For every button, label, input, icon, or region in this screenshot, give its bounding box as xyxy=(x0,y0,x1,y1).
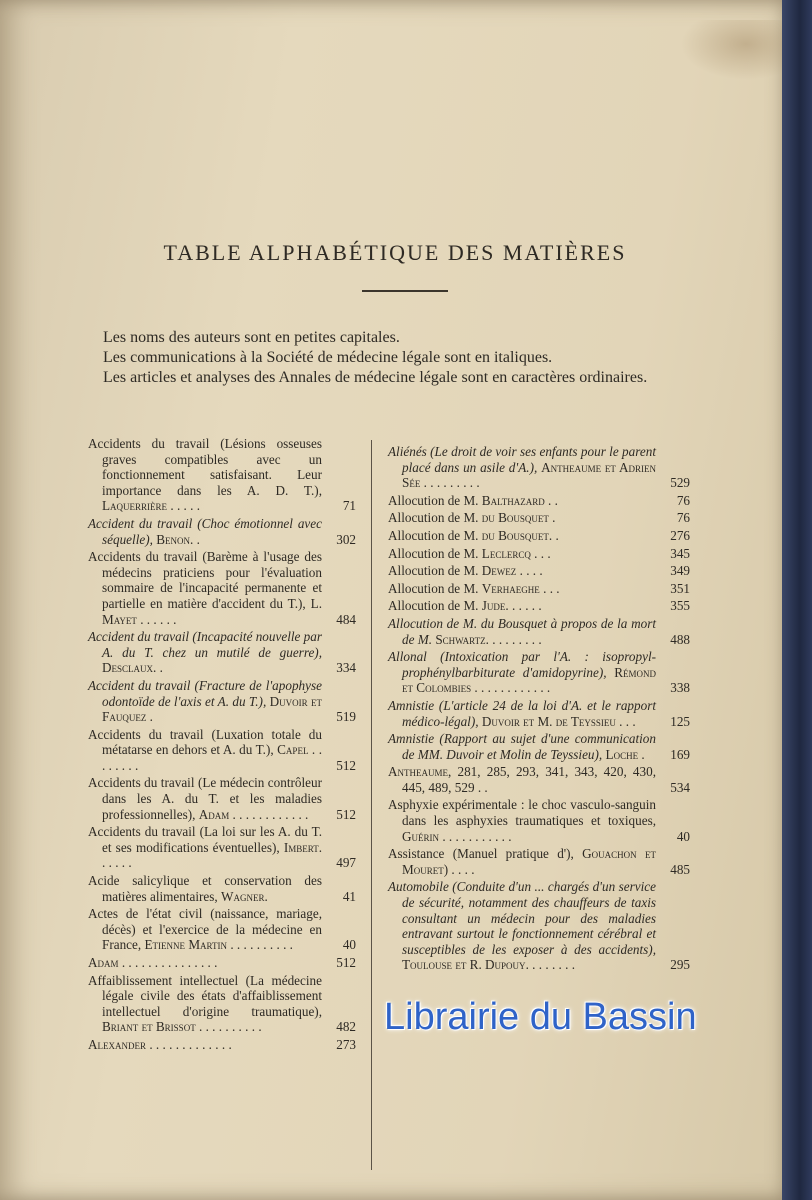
entry-leader: . . . . . . . . . . xyxy=(227,937,293,953)
entry-text xyxy=(88,516,322,547)
index-entry xyxy=(388,598,690,614)
entry-leader: . . . . . . . . . . . . xyxy=(471,680,551,696)
entry-leader: . xyxy=(264,888,268,904)
entry-page-number: 512 xyxy=(336,757,356,773)
entry-text xyxy=(388,528,656,544)
entry-page-number: 512 xyxy=(336,955,356,970)
index-entry xyxy=(88,775,356,822)
entry-page-number: 529 xyxy=(670,475,690,491)
entry-page-number: 169 xyxy=(670,746,690,762)
entry-text xyxy=(88,549,322,627)
entry-subject: Allocution de M. xyxy=(388,580,482,596)
index-entry xyxy=(88,973,356,1035)
index-entry xyxy=(88,549,356,627)
index-entry xyxy=(388,698,690,729)
index-entry xyxy=(88,1037,356,1053)
entry-author: Benon xyxy=(156,531,190,547)
index-entry xyxy=(88,678,356,725)
entry-leader: . . . . . . . . . . . . . . . xyxy=(118,955,218,970)
entry-text xyxy=(388,546,656,562)
entry-text xyxy=(388,616,656,647)
index-entry xyxy=(388,581,690,597)
entry-page-number: 276 xyxy=(670,527,690,543)
index-entry xyxy=(388,797,690,844)
entry-subject: Assistance (Manuel pratique d'), xyxy=(388,846,583,862)
entry-subject: Accidents du travail (Luxation totale du métatarse en dehors et A. du T.), xyxy=(88,726,322,758)
entry-text xyxy=(388,879,656,973)
entry-subject: Accident du travail (Fracture de l'apophyse odontoïde de l'axis et A. du T.), xyxy=(88,677,322,709)
entry-leader: . . . . . . xyxy=(102,839,322,871)
entry-author: Desclaux xyxy=(102,660,154,676)
index-entry xyxy=(88,955,356,971)
entry-page-number: 41 xyxy=(342,888,356,904)
page-stain xyxy=(680,20,790,80)
entry-text xyxy=(88,955,322,971)
entry-author: du Bousquet xyxy=(481,510,549,526)
entry-subject: Accidents du travail (Lésions osseuses graves compatibles avec un fonctionnement satisfaisant. Leur importance dans les A. D. T.), xyxy=(88,436,322,498)
note-articles: Les articles et analyses des Annales de médecine légale sont en caractères ordinaires. xyxy=(103,369,648,386)
index-entry xyxy=(388,649,690,696)
index-entry xyxy=(388,510,690,526)
entry-text xyxy=(88,629,322,676)
entry-author: Mayet xyxy=(102,611,137,627)
entry-leader: ) . . . . xyxy=(443,861,475,877)
index-entry xyxy=(88,629,356,676)
entry-author: Alexander xyxy=(88,1036,147,1052)
entry-subject: Amnistie (L'article 24 de la loi d'A. et le rapport médico-légal), xyxy=(388,697,656,729)
entry-subject: Accidents du travail (La loi sur les A. du T. et ses modifications éventuelles), xyxy=(88,824,322,855)
entry-leader: . xyxy=(548,510,556,526)
entry-leader: . . . . . . . . . xyxy=(485,631,542,647)
entry-subject: Allocution de M. xyxy=(388,492,482,508)
entry-leader: . . . . . . . . . . . . xyxy=(229,806,309,822)
index-entry xyxy=(388,493,690,509)
entry-subject: Allocution de M. xyxy=(388,598,482,614)
book-spine xyxy=(782,0,812,1200)
entry-leader: . . . xyxy=(615,713,636,729)
watermark-text: Librairie du Bassin xyxy=(384,996,697,1038)
entry-page-number: 488 xyxy=(670,631,690,647)
entry-page-number: 345 xyxy=(670,545,690,561)
entry-page-number: 334 xyxy=(336,660,356,676)
index-entry xyxy=(388,846,690,877)
entry-leader: . xyxy=(146,709,153,725)
entry-page-number: 338 xyxy=(670,680,690,696)
entry-text xyxy=(388,846,656,877)
entry-author: Leclercq xyxy=(481,545,531,561)
entry-page-number: 76 xyxy=(676,510,690,526)
index-entry xyxy=(388,879,690,973)
entry-subject: Allocution de M. xyxy=(388,545,482,561)
entry-page-number: 512 xyxy=(336,806,356,822)
entry-author: Wagner xyxy=(221,888,265,904)
index-column-right xyxy=(388,444,690,975)
entry-author: Gouachon et Mouret xyxy=(402,846,656,877)
entry-page-number: 351 xyxy=(670,580,690,596)
entry-text xyxy=(88,824,322,871)
entry-page-number: 355 xyxy=(670,598,690,614)
entry-page-number: 482 xyxy=(336,1019,356,1035)
entry-leader: . . xyxy=(190,531,200,547)
entry-page-number: 40 xyxy=(676,828,690,844)
title-rule xyxy=(362,290,448,292)
index-entry xyxy=(88,824,356,871)
entry-subject: Accident du travail (Choc émotionnel avec séquelle), xyxy=(88,515,322,547)
entry-text xyxy=(88,1037,322,1053)
entry-text xyxy=(388,581,656,597)
entry-page-number: 484 xyxy=(336,611,356,627)
entry-subject: Automobile (Conduite d'un ... chargés d'un service de sécurité, notamment des chauffeurs de taxis consultant un médecin pour des maladies entravant surtout le fonctionnement cérébral et susceptibles de les exposer à des accidents), xyxy=(388,879,656,957)
entry-text xyxy=(88,973,322,1035)
entry-leader: . . . . . xyxy=(167,498,201,514)
entry-leader: . . xyxy=(153,660,163,676)
index-entry xyxy=(388,444,690,491)
entry-author: Laquerrière xyxy=(102,498,168,514)
entry-author: Briant et Brissot xyxy=(102,1019,196,1035)
entry-page-number: 519 xyxy=(336,709,356,725)
index-entry xyxy=(388,731,690,762)
entry-subject: Accident du travail (Incapacité nouvelle par A. du T. chez un mutilé de guerre), xyxy=(88,629,323,660)
entry-leader: . . . . . . . . xyxy=(102,742,322,773)
entry-leader: . . . . . . . . . xyxy=(420,475,480,491)
entry-text xyxy=(88,678,322,725)
entry-page-number: 273 xyxy=(336,1036,356,1052)
entry-text xyxy=(388,493,656,509)
index-entry xyxy=(388,528,690,544)
page-title: TABLE ALPHABÉTIQUE DES MATIÈRES xyxy=(163,240,627,265)
entry-leader: . xyxy=(638,746,645,762)
entry-text xyxy=(388,649,656,696)
index-entry xyxy=(388,546,690,562)
index-column-left xyxy=(88,436,356,1055)
entry-subject: Asphyxie expérimentale : le choc vasculo-sanguin dans les asphyxies traumatiques et toxiques, xyxy=(388,797,656,829)
entry-leader: . . . . . . . . . . . . . xyxy=(146,1036,232,1052)
entry-subject: Allonal (Intoxication par l'A. : isopropyl-prophénylbarbiturate d'amidopyrine), xyxy=(388,649,656,680)
entry-subject: Acide salicylique et conservation des matières alimentaires, xyxy=(88,873,322,904)
entry-subject: Accidents du travail (Le médecin contrôleur dans les A. du T. et les maladies professionnelles), xyxy=(88,775,322,822)
entry-author: Adam xyxy=(198,806,230,822)
index-entry xyxy=(388,764,690,795)
entry-page-number: 497 xyxy=(336,855,356,871)
entry-leader: . . . . . . . . . . . xyxy=(439,828,512,844)
entry-subject: Allocution de M. xyxy=(388,527,482,543)
entry-author: Toulouse et R. Dupouy xyxy=(402,957,526,973)
entry-text xyxy=(388,731,656,762)
entry-author: Rémond et Colombies xyxy=(402,664,656,696)
entry-author: Loche xyxy=(605,746,639,762)
entry-leader: . . . xyxy=(539,580,560,596)
entry-leader: . . xyxy=(548,527,559,543)
index-entry xyxy=(88,436,356,514)
entry-subject: Actes de l'état civil (naissance, mariage, décès) et l'exercice de la médecine en France, xyxy=(88,906,322,953)
entry-leader: . . . . . . . . . . xyxy=(195,1019,262,1035)
entry-page-number: 40 xyxy=(342,937,356,953)
entry-leader: . . . . . . . . xyxy=(525,957,576,973)
note-communications: Les communications à la Société de médecine légale sont en italiques. xyxy=(103,349,553,366)
entry-subject: Aliénés (Le droit de voir ses enfants pour le parent placé dans un asile d'A.), xyxy=(388,444,656,475)
entry-leader: . . xyxy=(544,492,558,508)
entry-subject: Allocution de M. xyxy=(388,563,482,579)
entry-author: Guérin xyxy=(402,828,440,844)
entry-leader: . . . . . . xyxy=(136,611,177,627)
entry-page-number: 485 xyxy=(670,861,690,877)
entry-author: Capel xyxy=(277,742,309,758)
entry-text xyxy=(388,563,656,579)
entry-subject: Accidents du travail (Barème à l'usage des médecins praticiens pour l'évaluation sommaire de l'incapacité permanente et partielle en matière d'accident du T.), L. xyxy=(88,549,322,611)
index-entry xyxy=(88,727,356,774)
entry-page-number: 349 xyxy=(670,563,690,579)
index-entry xyxy=(88,906,356,953)
entry-text xyxy=(88,873,322,904)
entry-author: Schwartz xyxy=(435,631,486,647)
entry-page-number: 534 xyxy=(670,779,690,795)
column-divider xyxy=(371,440,372,1170)
entry-author: Antheaume xyxy=(388,764,449,780)
entry-subject: Allocution de M. xyxy=(388,510,482,526)
entry-text xyxy=(88,436,322,514)
entry-author: Antheaume et Adrien Sée xyxy=(402,459,656,491)
index-entry xyxy=(388,616,690,647)
entry-text xyxy=(388,444,656,491)
entry-author: Duvoir et M. de Teyssieu xyxy=(481,713,616,729)
entry-page-number: 125 xyxy=(670,713,690,729)
entry-author: Adam xyxy=(88,955,119,970)
entry-leader: . . . xyxy=(530,545,551,561)
entry-text xyxy=(388,598,656,614)
entry-text xyxy=(388,797,656,844)
entry-text xyxy=(88,906,322,953)
entry-leader: , 281, 285, 293, 341, 343, 420, 430, 445, 489, 529 . . xyxy=(402,764,656,795)
entry-text xyxy=(88,727,322,774)
entry-leader: . . . . xyxy=(516,563,543,579)
entry-author: Etienne Martin xyxy=(144,937,228,953)
entry-page-number: 295 xyxy=(670,957,690,973)
notes xyxy=(103,328,703,388)
entry-leader: . . . . . . xyxy=(505,598,542,614)
entry-author: Jude xyxy=(481,598,506,614)
entry-page-number: 71 xyxy=(342,498,356,514)
entry-author: Verhaeghe xyxy=(481,580,540,596)
entry-author: Dewez xyxy=(481,563,517,579)
index-entry xyxy=(88,873,356,904)
entry-text xyxy=(388,510,656,526)
entry-subject: Affaiblissement intellectuel (La médecine légale civile des états d'affaiblissement intellectuel d'origine traumatique), xyxy=(88,972,322,1019)
index-entry xyxy=(388,563,690,579)
note-authors: Les noms des auteurs sont en petites capitales. xyxy=(103,329,400,346)
entry-author: Imbert xyxy=(283,839,319,855)
entry-page-number: 76 xyxy=(676,492,690,508)
entry-text xyxy=(388,764,656,795)
entry-author: du Bousquet xyxy=(481,527,549,543)
entry-author: Balthazard xyxy=(481,492,545,508)
entry-text xyxy=(88,775,322,822)
entry-page-number: 302 xyxy=(336,531,356,547)
entry-subject: Allocution de M. du Bousquet à propos de la mort de M. xyxy=(388,615,656,647)
entry-subject: Amnistie (Rapport au sujet d'une communication de MM. Duvoir et Molin de Teyssieu), xyxy=(388,731,656,762)
entry-author: Duvoir et Fauquez xyxy=(102,693,322,725)
index-entry xyxy=(88,516,356,547)
entry-text xyxy=(388,698,656,729)
